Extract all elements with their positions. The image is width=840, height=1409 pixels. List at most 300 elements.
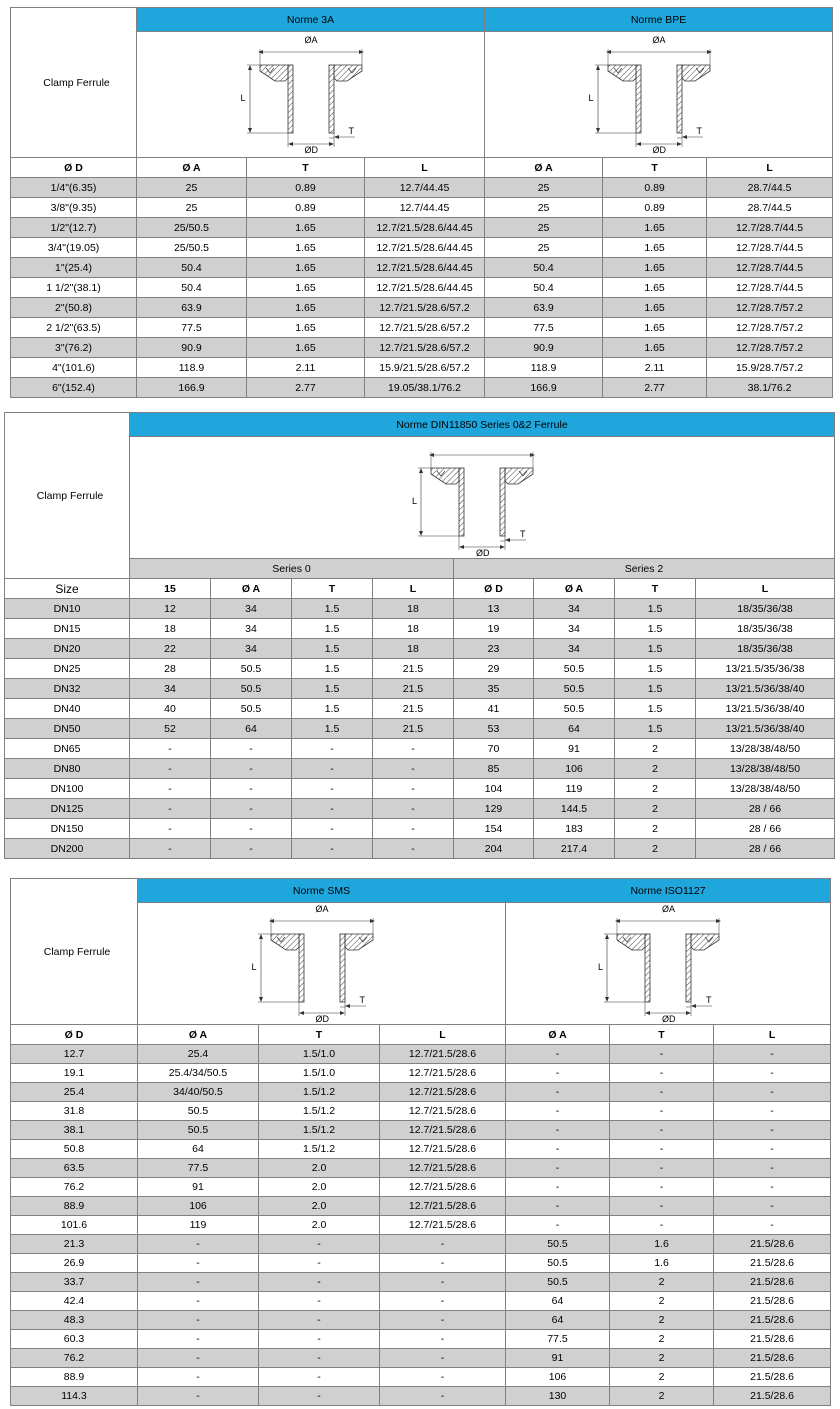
table-cell: 50.5: [138, 1102, 259, 1121]
table-row: [5, 679, 835, 699]
table-cell: 28.7/44.5: [707, 198, 833, 218]
table-cell: 119: [138, 1216, 259, 1235]
table-cell: 50.4: [137, 278, 247, 298]
table-cell: 31.8: [11, 1102, 138, 1121]
table-cell: 13/28/38/48/50: [696, 739, 835, 759]
table-cell: 118.9: [485, 358, 603, 378]
table-cell: 25.4/34/50.5: [138, 1064, 259, 1083]
table-cell: -: [138, 1349, 259, 1368]
col-header: T: [259, 1025, 380, 1045]
table-cell: 50.5: [534, 679, 615, 699]
table-cell: -: [714, 1159, 831, 1178]
table-row: [11, 298, 833, 318]
table-cell: 38.1/76.2: [707, 378, 833, 398]
table-cell: 50.5: [211, 659, 292, 679]
table-cell: -: [506, 1178, 610, 1197]
table-cell: 1.6: [610, 1254, 714, 1273]
table-cell: 1.5: [292, 599, 373, 619]
table-cell: -: [714, 1045, 831, 1064]
table-cell: -: [506, 1159, 610, 1178]
table-cell: 1.65: [603, 278, 707, 298]
table-cell: 13/21.5/35/36/38: [696, 659, 835, 679]
table-row: [11, 1178, 831, 1197]
table-cell: -: [292, 779, 373, 799]
table-cell: 21.5: [373, 679, 454, 699]
table-cell: 12.7/21.5/28.6/57.2: [365, 298, 485, 318]
table-cell: 2: [610, 1349, 714, 1368]
section1-table: [10, 7, 833, 398]
table-cell: 119: [534, 779, 615, 799]
table-cell: 21.5/28.6: [714, 1349, 831, 1368]
ferrule-din-diagram: [130, 437, 835, 559]
table-cell: 1.65: [247, 238, 365, 258]
table-cell: -: [373, 799, 454, 819]
table-cell: 2: [615, 799, 696, 819]
table-cell: 12.7/44.45: [365, 198, 485, 218]
col-header: T: [615, 579, 696, 599]
table-cell: 50.5: [534, 699, 615, 719]
table-cell: -: [259, 1387, 380, 1406]
section2-body: [5, 599, 835, 859]
table-cell: 1.65: [247, 218, 365, 238]
table-cell: 183: [534, 819, 615, 839]
col-header: L: [707, 158, 833, 178]
table-row: [11, 1102, 831, 1121]
table-cell: -: [211, 799, 292, 819]
table-row: [5, 719, 835, 739]
table-cell: -: [130, 839, 211, 859]
col-header: Ø A: [506, 1025, 610, 1045]
table-cell: 60.3: [11, 1330, 138, 1349]
table-cell: 1.65: [247, 298, 365, 318]
table-cell: 88.9: [11, 1197, 138, 1216]
table-cell: -: [380, 1273, 506, 1292]
table-cell: 19.05/38.1/76.2: [365, 378, 485, 398]
table-cell: 2: [610, 1292, 714, 1311]
table-cell: 12.7/21.5/28.6: [380, 1045, 506, 1064]
ferrule-drawing: [589, 35, 729, 155]
table-cell: -: [130, 819, 211, 839]
table-cell: 12.7/28.7/57.2: [707, 318, 833, 338]
col-header: T: [247, 158, 365, 178]
table-cell: 25.4: [138, 1045, 259, 1064]
table-cell: -: [130, 799, 211, 819]
table-cell: 50.5: [211, 699, 292, 719]
table-cell: 25/50.5: [137, 238, 247, 258]
table-cell: -: [506, 1197, 610, 1216]
dim-d-label: ØD: [662, 1013, 676, 1024]
table-cell: 2.0: [259, 1159, 380, 1178]
dim-t-label: T: [696, 125, 703, 136]
table-cell: 1.5/1.0: [259, 1045, 380, 1064]
table-cell: 64: [506, 1311, 610, 1330]
table-row: [11, 1273, 831, 1292]
table-cell: 28.7/44.5: [707, 178, 833, 198]
table-cell: 76.2: [11, 1349, 138, 1368]
table-cell: 104: [454, 779, 534, 799]
table-cell: 217.4: [534, 839, 615, 859]
table-row: [11, 178, 833, 198]
table-cell: 12.7/21.5/28.6/44.45: [365, 238, 485, 258]
table-cell: -: [610, 1178, 714, 1197]
dim-t-label: T: [359, 994, 365, 1005]
table-cell: 12.7/28.7/44.5: [707, 218, 833, 238]
col-header: Ø A: [485, 158, 603, 178]
table-cell: 12.7/21.5/28.6: [380, 1102, 506, 1121]
table-cell: 2.77: [603, 378, 707, 398]
table-cell: 26.9: [11, 1254, 138, 1273]
dim-t-label: T: [520, 528, 526, 539]
table-cell: -: [506, 1102, 610, 1121]
table-cell: 34: [211, 619, 292, 639]
col-header: L: [714, 1025, 831, 1045]
table-cell: -: [714, 1121, 831, 1140]
table-cell: -: [380, 1330, 506, 1349]
table-cell: 35: [454, 679, 534, 699]
table-cell: 50.4: [485, 258, 603, 278]
table-row: [5, 759, 835, 779]
table-cell: 53: [454, 719, 534, 739]
table-cell: -: [259, 1330, 380, 1349]
table-cell: 76.2: [11, 1178, 138, 1197]
table-cell: 33.7: [11, 1273, 138, 1292]
table-row: [11, 1235, 831, 1254]
table-cell: 21.5: [373, 659, 454, 679]
table-cell: 101.6: [11, 1216, 138, 1235]
table-row: [5, 659, 835, 679]
table-cell: 166.9: [485, 378, 603, 398]
table-cell: 166.9: [137, 378, 247, 398]
table-cell: 12.7/28.7/44.5: [707, 258, 833, 278]
table-row: [5, 619, 835, 639]
table-cell: 144.5: [534, 799, 615, 819]
table-cell: 13/28/38/48/50: [696, 759, 835, 779]
table-cell: 21.5/28.6: [714, 1292, 831, 1311]
table-row: [5, 699, 835, 719]
col-header: Ø D: [11, 1025, 138, 1045]
table-cell: 48.3: [11, 1311, 138, 1330]
table-cell: 2: [610, 1387, 714, 1406]
table-cell: 2 1/2"(63.5): [11, 318, 137, 338]
table-cell: 18: [373, 639, 454, 659]
table-cell: 2: [615, 779, 696, 799]
table-cell: 23: [454, 639, 534, 659]
table-cell: -: [380, 1254, 506, 1273]
table-cell: 40: [130, 699, 211, 719]
table-cell: 13/28/38/48/50: [696, 779, 835, 799]
table-cell: 2.77: [247, 378, 365, 398]
table-cell: -: [610, 1159, 714, 1178]
table-cell: 1.5: [615, 619, 696, 639]
table-cell: 2: [610, 1330, 714, 1349]
table-cell: 77.5: [138, 1159, 259, 1178]
table-cell: -: [373, 779, 454, 799]
table-cell: 1.65: [247, 258, 365, 278]
table-cell: 1.6: [610, 1235, 714, 1254]
table-cell: 1.5: [615, 659, 696, 679]
table-cell: 63.9: [485, 298, 603, 318]
table-cell: 50.5: [534, 659, 615, 679]
table-cell: 18: [373, 599, 454, 619]
table-cell: 18/35/36/38: [696, 619, 835, 639]
dim-a-label: ØA: [304, 34, 318, 45]
table-cell: -: [610, 1140, 714, 1159]
table-cell: 34: [211, 639, 292, 659]
table-cell: 1.5: [292, 679, 373, 699]
table-cell: -: [211, 759, 292, 779]
table-cell: DN20: [5, 639, 130, 659]
ferrule-drawing: [412, 438, 552, 558]
table-cell: 12.7/21.5/28.6/57.2: [365, 338, 485, 358]
table-cell: -: [130, 739, 211, 759]
col-header: Ø A: [138, 1025, 259, 1045]
table-cell: 1.65: [603, 238, 707, 258]
table-cell: 21.5: [373, 719, 454, 739]
table-cell: 21.5/28.6: [714, 1330, 831, 1349]
col-header: Ø D: [11, 158, 137, 178]
table-cell: -: [380, 1387, 506, 1406]
col-header: L: [380, 1025, 506, 1045]
col-header: Ø A: [137, 158, 247, 178]
table-cell: -: [380, 1235, 506, 1254]
table-cell: 64: [211, 719, 292, 739]
table-cell: -: [506, 1140, 610, 1159]
table-cell: 25: [485, 238, 603, 258]
table-cell: 1.65: [247, 278, 365, 298]
table-cell: 50.5: [506, 1273, 610, 1292]
table-cell: 12.7/21.5/28.6/44.45: [365, 278, 485, 298]
table-cell: DN25: [5, 659, 130, 679]
table-cell: 2"(50.8): [11, 298, 137, 318]
table-cell: -: [259, 1311, 380, 1330]
table-cell: 64: [534, 719, 615, 739]
table-cell: -: [292, 819, 373, 839]
table-cell: 12.7/21.5/28.6/44.45: [365, 258, 485, 278]
section3-header-row: [11, 1025, 831, 1045]
table-cell: 1"(25.4): [11, 258, 137, 278]
ferrule-drawing: [252, 904, 392, 1024]
table-cell: 88.9: [11, 1368, 138, 1387]
table-cell: 77.5: [485, 318, 603, 338]
table-cell: DN15: [5, 619, 130, 639]
table-cell: DN50: [5, 719, 130, 739]
dim-l-label: L: [251, 961, 257, 972]
table-row: [11, 1083, 831, 1102]
table-cell: 2: [615, 839, 696, 859]
table-row: [11, 1159, 831, 1178]
table-cell: 12.7/21.5/28.6: [380, 1197, 506, 1216]
table-cell: -: [380, 1349, 506, 1368]
table-cell: -: [714, 1216, 831, 1235]
table-cell: 21.5/28.6: [714, 1311, 831, 1330]
col-header: L: [373, 579, 454, 599]
table-cell: 21.5/28.6: [714, 1368, 831, 1387]
table-cell: -: [211, 739, 292, 759]
table-cell: 1.65: [603, 258, 707, 278]
table-cell: 3"(76.2): [11, 338, 137, 358]
table-cell: 1.5: [615, 639, 696, 659]
table-row: [11, 378, 833, 398]
table-cell: 2: [615, 819, 696, 839]
table-cell: 34: [130, 679, 211, 699]
table-row: [11, 238, 833, 258]
ferrule-bpe-diagram: [485, 32, 833, 158]
table-cell: 28 / 66: [696, 819, 835, 839]
table-cell: 1.5: [292, 659, 373, 679]
table-cell: DN125: [5, 799, 130, 819]
table-cell: -: [380, 1292, 506, 1311]
table-cell: 90.9: [137, 338, 247, 358]
table-cell: 1.65: [603, 318, 707, 338]
table-cell: 91: [506, 1349, 610, 1368]
table-cell: 50.5: [138, 1121, 259, 1140]
col-header: Size: [5, 579, 130, 599]
col-header: 15: [130, 579, 211, 599]
dim-a-label: ØA: [315, 903, 329, 914]
table-cell: 1.5/1.2: [259, 1083, 380, 1102]
ferrule-drawing: [241, 35, 381, 155]
table-cell: 28: [130, 659, 211, 679]
table-cell: 77.5: [506, 1330, 610, 1349]
table-row: [11, 1254, 831, 1273]
table-cell: 1.65: [603, 218, 707, 238]
table-cell: 1/4"(6.35): [11, 178, 137, 198]
norm-sms-header: Norme SMS: [138, 879, 506, 903]
col-header: Ø A: [534, 579, 615, 599]
table-cell: 38.1: [11, 1121, 138, 1140]
table-row: [11, 1064, 831, 1083]
table-cell: 34/40/50.5: [138, 1083, 259, 1102]
table-cell: 34: [534, 599, 615, 619]
table-cell: -: [610, 1083, 714, 1102]
table-row: [11, 198, 833, 218]
table-row: [11, 1292, 831, 1311]
table-cell: 77.5: [137, 318, 247, 338]
table-cell: -: [292, 739, 373, 759]
table-cell: -: [373, 739, 454, 759]
table-cell: -: [373, 819, 454, 839]
table-cell: 1/2"(12.7): [11, 218, 137, 238]
table-cell: 18: [130, 619, 211, 639]
table-cell: 12.7/21.5/28.6: [380, 1083, 506, 1102]
table-row: [11, 1216, 831, 1235]
table-cell: 34: [534, 619, 615, 639]
table-cell: -: [259, 1273, 380, 1292]
table-cell: 12.7: [11, 1045, 138, 1064]
table-row: [5, 599, 835, 619]
col-header: L: [696, 579, 835, 599]
section3-title: Clamp Ferrule: [11, 879, 138, 1025]
table-cell: 12.7/21.5/28.6: [380, 1216, 506, 1235]
table-row: [11, 1045, 831, 1064]
table-cell: -: [259, 1235, 380, 1254]
table-cell: 0.89: [247, 178, 365, 198]
table-cell: 13: [454, 599, 534, 619]
table-cell: 6"(152.4): [11, 378, 137, 398]
table-cell: 12.7/28.7/57.2: [707, 338, 833, 358]
table-cell: 12.7/21.5/28.6/44.45: [365, 218, 485, 238]
table-cell: 12.7/28.7/44.5: [707, 278, 833, 298]
section1-header-row: [11, 158, 833, 178]
table-cell: 63.5: [11, 1159, 138, 1178]
table-cell: -: [292, 799, 373, 819]
table-cell: 41: [454, 699, 534, 719]
table-cell: -: [138, 1387, 259, 1406]
table-cell: -: [259, 1368, 380, 1387]
table-cell: 0.89: [247, 198, 365, 218]
table-row: [11, 1330, 831, 1349]
table-cell: 12.7/21.5/28.6: [380, 1064, 506, 1083]
table-row: [5, 739, 835, 759]
table-row: [11, 1349, 831, 1368]
table-cell: 12.7/21.5/28.6: [380, 1121, 506, 1140]
table-cell: 34: [534, 639, 615, 659]
table-cell: 21.5: [373, 699, 454, 719]
table-cell: DN32: [5, 679, 130, 699]
table-cell: 64: [506, 1292, 610, 1311]
table-cell: 70: [454, 739, 534, 759]
table-cell: 21.3: [11, 1235, 138, 1254]
col-header: Ø A: [211, 579, 292, 599]
series0-header: Series 0: [130, 559, 454, 579]
table-cell: 21.5/28.6: [714, 1254, 831, 1273]
table-cell: -: [714, 1178, 831, 1197]
section3-body: [11, 1045, 831, 1406]
table-cell: 50.8: [11, 1140, 138, 1159]
table-cell: 21.5/28.6: [714, 1235, 831, 1254]
table-cell: -: [714, 1102, 831, 1121]
table-cell: 63.9: [137, 298, 247, 318]
table-cell: 12.7/44.45: [365, 178, 485, 198]
table-cell: -: [506, 1045, 610, 1064]
table-cell: 50.5: [506, 1254, 610, 1273]
table-cell: 106: [138, 1197, 259, 1216]
table-cell: -: [138, 1292, 259, 1311]
table-cell: 12.7/28.7/44.5: [707, 238, 833, 258]
table-cell: 1.5/1.2: [259, 1140, 380, 1159]
table-cell: 1.5/1.2: [259, 1102, 380, 1121]
table-cell: -: [138, 1254, 259, 1273]
table-cell: -: [610, 1045, 714, 1064]
table-cell: -: [373, 839, 454, 859]
table-row: [5, 839, 835, 859]
table-cell: 0.89: [603, 178, 707, 198]
table-cell: -: [610, 1216, 714, 1235]
table-cell: -: [130, 759, 211, 779]
table-cell: 2: [610, 1273, 714, 1292]
table-row: [11, 1311, 831, 1330]
table-cell: 1.65: [247, 338, 365, 358]
table-cell: 129: [454, 799, 534, 819]
table-cell: 34: [211, 599, 292, 619]
table-cell: -: [138, 1273, 259, 1292]
table-cell: 18/35/36/38: [696, 599, 835, 619]
section2-table: [4, 412, 835, 859]
table-cell: 1.5: [615, 699, 696, 719]
table-row: [11, 1197, 831, 1216]
table-row: [11, 258, 833, 278]
table-cell: 50.4: [485, 278, 603, 298]
table-cell: 2: [615, 759, 696, 779]
section1-body: [11, 178, 833, 398]
table-row: [5, 819, 835, 839]
table-cell: 91: [534, 739, 615, 759]
table-cell: -: [292, 759, 373, 779]
table-cell: -: [259, 1349, 380, 1368]
table-cell: 118.9: [137, 358, 247, 378]
table-cell: 25: [137, 178, 247, 198]
table-cell: 4"(101.6): [11, 358, 137, 378]
